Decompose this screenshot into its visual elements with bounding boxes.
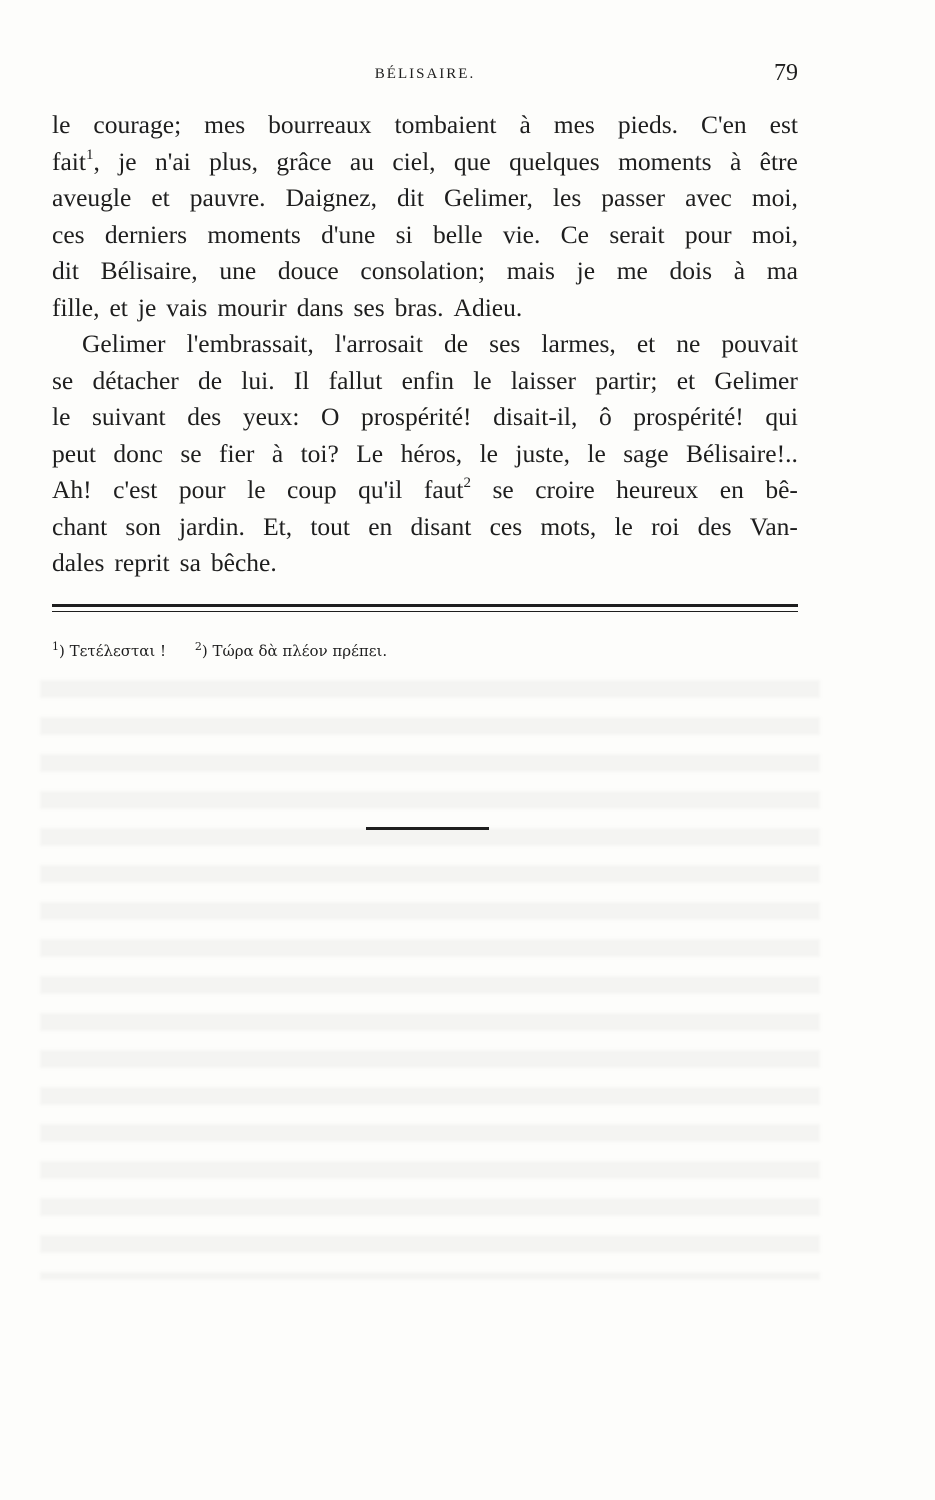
word: pour — [684, 219, 732, 249]
page-number: 79 — [774, 60, 798, 86]
word: Gelimer, — [443, 183, 533, 212]
word: se — [180, 438, 202, 468]
text-line — [52, 472, 798, 509]
word: ô — [598, 402, 612, 431]
word: c'est — [113, 475, 158, 504]
word: courage; — [93, 110, 182, 139]
word: ses — [489, 329, 521, 358]
word: bê- — [765, 475, 798, 504]
word: Gelimer — [714, 365, 798, 395]
word: fier — [219, 438, 255, 468]
word: en — [368, 511, 393, 541]
word: yeux: — [242, 402, 300, 431]
word: Bélisaire!.. — [685, 438, 798, 468]
word: être — [759, 146, 798, 176]
footnote-text: ) Τετέλεσται ! — [59, 642, 167, 660]
word: le — [479, 438, 498, 468]
word: moments — [207, 219, 301, 249]
word: et — [636, 329, 656, 358]
text-line — [52, 180, 798, 217]
footnote-rule-thin — [52, 611, 798, 612]
text-line — [52, 107, 798, 144]
body-text — [52, 107, 798, 582]
word: le — [587, 438, 606, 468]
word: tout — [310, 511, 350, 541]
word: le — [473, 365, 492, 395]
word: que — [453, 146, 491, 176]
word: je — [118, 146, 137, 176]
word: mais — [506, 256, 555, 285]
word: Ce — [560, 219, 589, 249]
word: je — [576, 256, 596, 285]
word: laisser — [510, 365, 576, 395]
word: qui — [765, 402, 798, 431]
footnote-reference: 1 — [85, 146, 94, 163]
word: l'arrosait — [334, 329, 423, 358]
word: héros, — [400, 438, 463, 468]
word: roi — [651, 511, 680, 541]
word: le — [247, 475, 266, 504]
word: peut — [52, 438, 96, 468]
text-line — [52, 509, 798, 546]
word: et — [676, 365, 696, 395]
word: mourir — [217, 292, 287, 322]
word: ciel, — [392, 146, 436, 176]
text-line — [52, 326, 798, 363]
word: coup — [287, 475, 337, 504]
text-line — [52, 436, 798, 473]
word: pieds. — [617, 110, 679, 139]
word: à — [733, 256, 746, 285]
word: chant — [52, 511, 108, 541]
word: Van- — [749, 511, 798, 541]
footnote-rule-thick — [52, 604, 798, 607]
text-line — [52, 217, 798, 254]
word: partir; — [595, 365, 658, 395]
word: les — [552, 183, 582, 212]
word: détacher — [92, 365, 179, 395]
word: C'en — [700, 110, 747, 139]
word: O — [321, 402, 340, 431]
word: prospérité! — [633, 402, 744, 431]
word: fallut — [328, 365, 383, 395]
word: dit — [397, 183, 424, 212]
word: plus, — [209, 146, 258, 176]
word: disait-il, — [493, 402, 578, 431]
word: des — [187, 402, 222, 431]
footnote-marker: 2 — [194, 640, 202, 653]
word: d'une — [321, 219, 376, 249]
word: sage — [623, 438, 669, 468]
footnotes — [52, 640, 387, 660]
word: n'ai — [154, 146, 191, 176]
word: le — [52, 402, 71, 431]
word: suivant — [91, 402, 166, 431]
text-line — [52, 399, 798, 436]
word: à — [519, 110, 531, 139]
word: mes — [204, 110, 246, 139]
word: vie. — [502, 219, 541, 249]
footnote-1 — [52, 640, 166, 660]
word: se — [492, 475, 514, 504]
word: croire — [535, 475, 595, 504]
word: juste, — [515, 438, 570, 468]
word: lui. — [241, 365, 275, 395]
word: ces — [52, 219, 85, 249]
word: Bélisaire, — [100, 256, 198, 285]
word: mes — [553, 110, 595, 139]
word: jardin. — [179, 511, 245, 541]
word: faut$^2$ — [423, 475, 471, 504]
word: Adieu. — [453, 292, 523, 322]
word: douce — [277, 256, 339, 285]
word: en — [719, 475, 744, 504]
word: une — [219, 256, 257, 285]
word: ses — [353, 292, 385, 322]
text-line — [52, 545, 798, 582]
word: Et, — [263, 511, 293, 541]
text-line — [52, 290, 798, 327]
word: sa — [179, 548, 201, 577]
word: passer — [601, 183, 666, 212]
word: donc — [113, 438, 163, 468]
running-title: BÉLISAIRE. — [374, 66, 476, 82]
word: le — [614, 511, 633, 541]
word: avec — [685, 183, 732, 212]
footnote-2 — [195, 640, 387, 660]
word: larmes, — [541, 329, 616, 358]
word: dit — [52, 256, 79, 285]
word: Gelimer — [82, 329, 166, 358]
word: pour — [178, 475, 226, 504]
word: Ah! — [52, 475, 92, 504]
word: moi, — [751, 183, 798, 212]
word: de — [198, 365, 223, 395]
word: son — [125, 511, 161, 541]
word: si — [395, 219, 413, 249]
word: fait$^1$, — [52, 146, 100, 176]
word: mots, — [540, 511, 597, 541]
word: disant — [410, 511, 472, 541]
word: ma — [766, 256, 798, 285]
word: à — [271, 438, 284, 468]
page-header — [52, 58, 798, 98]
word: tombaient — [394, 110, 497, 139]
footnote-marker: 1 — [52, 640, 59, 653]
text-line — [52, 363, 798, 400]
word: ne — [676, 329, 701, 358]
word: derniers — [104, 219, 188, 249]
word: reprit — [114, 548, 170, 577]
word: belle — [432, 219, 483, 249]
word: et — [109, 292, 128, 322]
word: Le — [356, 438, 384, 468]
footnote-reference: 2 — [463, 475, 471, 491]
word: pouvait — [721, 329, 798, 358]
word: est — [769, 110, 798, 139]
word: ces — [489, 511, 523, 541]
word: et — [151, 183, 170, 212]
text-line — [52, 253, 798, 290]
word: le — [52, 110, 71, 139]
word: serait — [609, 219, 665, 249]
footnote-text: ) Τώρα δὰ πλέον πρέπει. — [201, 642, 388, 660]
word: toi? — [300, 438, 339, 468]
word: dois — [669, 256, 713, 285]
word: bourreaux — [268, 110, 372, 139]
word: consolation; — [360, 256, 486, 285]
word: qu'il — [358, 475, 403, 504]
word: des — [697, 511, 732, 541]
word: grâce — [276, 146, 332, 176]
word: l'embrassait, — [186, 329, 314, 358]
word: Daignez, — [285, 183, 377, 212]
show-through-background — [40, 680, 820, 1280]
word: bras. — [394, 292, 444, 322]
word: heureux — [616, 475, 699, 504]
word: de — [444, 329, 469, 358]
word: quelques — [509, 146, 600, 176]
text-line — [52, 144, 798, 181]
word: moments — [618, 146, 712, 176]
word: au — [349, 146, 374, 176]
word: moi, — [751, 219, 798, 249]
word: à — [729, 146, 742, 176]
end-ornament-rule — [366, 827, 489, 830]
word: aveugle — [52, 183, 132, 212]
word: se — [52, 365, 74, 395]
word: me — [616, 256, 648, 285]
word: dales — [52, 548, 105, 577]
word: pauvre. — [189, 183, 266, 212]
word: dans — [296, 292, 344, 322]
word: Il — [293, 365, 310, 395]
word: enfin — [401, 365, 455, 395]
word: fille, — [52, 292, 100, 322]
word: prospérité! — [361, 402, 472, 431]
word: bêche. — [210, 548, 277, 577]
word: je — [137, 292, 157, 322]
word: vais — [166, 292, 208, 322]
